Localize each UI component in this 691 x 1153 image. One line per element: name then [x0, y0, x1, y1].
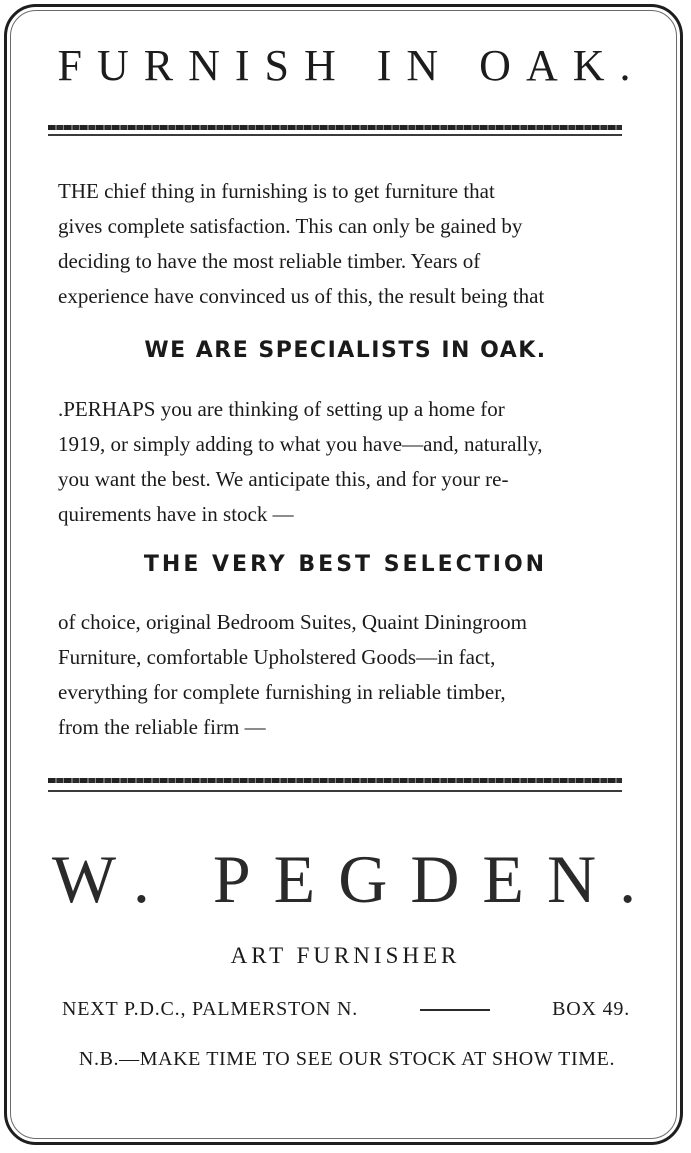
paragraph-choice-line: Furniture, comfortable Upholstered Goods—in fact, [58, 645, 496, 669]
paragraph-perhaps-line: you want the best. We anticipate this, and for your re- [58, 467, 509, 491]
paragraph-intro-line: experience have convinced us of this, the result being that [58, 284, 545, 308]
paragraph-choice-line: from the reliable firm — [58, 715, 266, 739]
paragraph-choice-line: of choice, original Bedroom Suites, Quaint Diningroom [58, 610, 527, 634]
paragraph-perhaps-line: quirements have in stock — [58, 502, 294, 526]
paragraph-intro-line: gives complete satisfaction. This can only be gained by [58, 214, 523, 238]
middle-ornamental-rule [48, 778, 622, 783]
firm-title: ART FURNISHER [230, 943, 461, 968]
paragraph-intro-line: deciding to have the most reliable timber. Years of [58, 249, 481, 273]
top-ornamental-rule [48, 125, 622, 130]
address-row [62, 998, 630, 1021]
top-thin-rule [48, 134, 622, 136]
paragraph-choice [58, 605, 626, 745]
dash-separator [420, 1009, 490, 1011]
paragraph-perhaps-line: .PERHAPS you are thinking of setting up a home for [58, 397, 505, 421]
selection-heading: THE VERY BEST SELECTION [143, 552, 548, 577]
headline: FURNISH IN OAK. [57, 41, 646, 90]
paragraph-perhaps [58, 392, 626, 532]
paragraph-perhaps-line: 1919, or simply adding to what you have—and, naturally, [58, 432, 543, 456]
closing-note: N.B.—MAKE TIME TO SEE OUR STOCK AT SHOW TIME. [78, 1048, 616, 1070]
firm-name: W. PEGDEN. [51, 841, 660, 917]
middle-thin-rule [48, 790, 622, 792]
paragraph-intro-line: THE chief thing in furnishing is to get furniture that [58, 179, 495, 203]
paragraph-choice-line: everything for complete furnishing in reliable timber, [58, 680, 506, 704]
paragraph-intro [58, 174, 626, 314]
address-text: NEXT P.D.C., PALMERSTON N. [62, 998, 359, 1020]
specialists-heading: WE ARE SPECIALISTS IN OAK. [144, 338, 547, 363]
box-number: BOX 49. [552, 998, 630, 1020]
